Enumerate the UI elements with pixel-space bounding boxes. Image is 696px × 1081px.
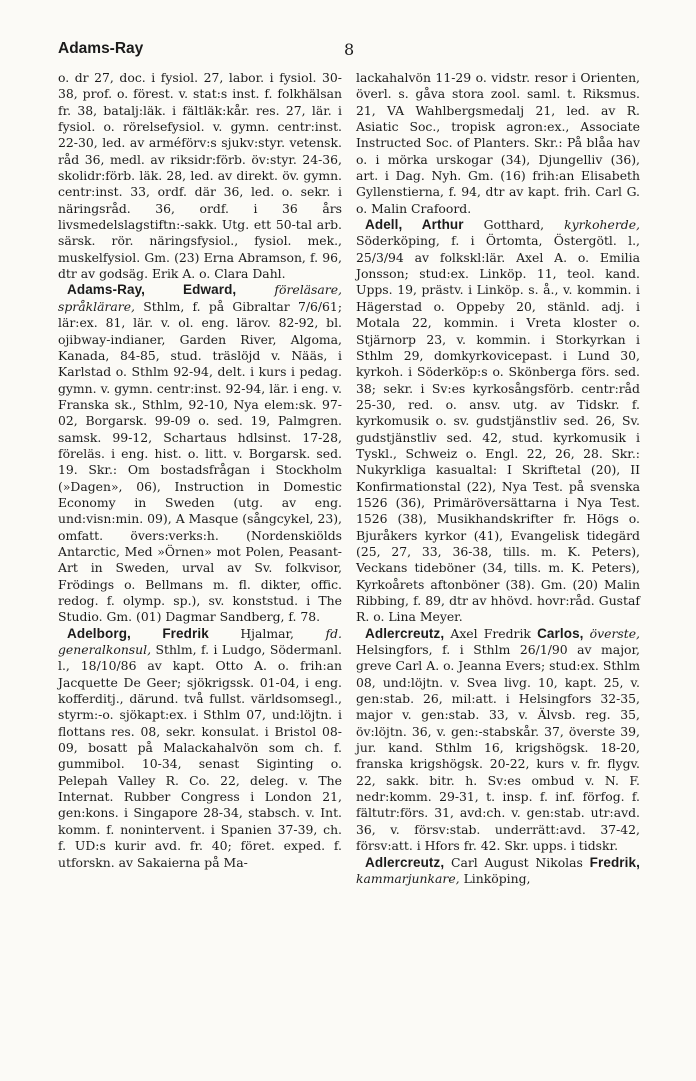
left-column (58, 70, 342, 887)
entry-occupation: föreläsare, språklärare, (58, 282, 342, 314)
entry-occupation: kyrkoherde, (564, 217, 640, 233)
entry-adell (356, 217, 640, 626)
entry-adlercreutz-axel (356, 626, 640, 855)
entry-text: Söderköping, f. i Örtomta, Östergötl. l., 25/3/94 av folkskl:lär. Axel A. o. Emilia Jonsson; stud:ex. Linköp. 11, teol. kand. Upps. 19, prästv. i Linköp. s. å., v. kommin. i Hägerstad o. Oppeby 20, stänld. adj. i Motala 22, kommin. i Vreta kloster o. Stjärnorp 23, v. kommin. i Storkyrkan i Sthlm 29, domkyrkovicepast. i Lund 30, kyrkoh. i Söderköp:s o. Skönberga förs. sed. 38; sekr. i Sv:es kyrkosångsförb. centr:råd 25-30, red. o. ansv. utg. av Tidskr. f. kyrkomusik o. sv. gudstjänstliv sed. 26, Sv. gudstjänstliv sed. 42, stud. kyrkomusik i Tyskl., Schweiz o. Engl. 22, 26, 28. Skr.: Nukyrkliga kasualtal: I Skriftetal (20), II Konfirmationstal (22), Nya Test. på svenska 1526 (36), Primäröversättarna i Nya Test. 1526 (38), Musikhandskrifter fr. Högs o. Bjuråkers kyrkor (41), Evangelisk tidegärd (25, 27, 33, 36-38, tills. m. K. Peters), Veckans tideböner (34, tills. m. K. Peters), Kyrkoårets aftonböner (38). Gm. (20) Malin Ribbing, f. 89, dtr av hhövd. hovr:råd. Gustaf R. o. Lina Meyer. (356, 233, 640, 625)
entry-adlercreutz-carl (356, 855, 640, 888)
entry-given-names: Carl August Nikolas (450, 854, 583, 870)
entry-continuation: o. dr 27, doc. i fysiol. 27, labor. i fysiol. 30-38, prof. o. förest. v. stat:s inst. f. folkhälsan fr. 38, batalj:läk. i fältläk:kår. res. 27, lär. i fysiol. o. rörelsefysiol. v. gymn. centr:inst. 22-30, led. av arméförv:s sjukv:styr. vetensk. råd 36, medl. av riksidr:förb. öv:styr. 24-36, skolidr:förb. läk. 28, led. av direkt. öv. gymn. centr:inst. 33, ordf. där 36, led. o. sekr. i näringsråd. 36, ordf. i 36 års livsmedelslagstiftn:-sakk. Utg. ett 50-tal arb. särsk. rör. näringsfysiol., fysiol. mek., muskelfysiol. Gm. (23) Erna Abramson, f. 96, dtr av godsäg. Erik A. o. Clara Dahl. (58, 70, 342, 282)
entry-headword: Adlercreutz, (365, 854, 445, 870)
entry-headword: Adlercreutz, (365, 625, 445, 641)
entry-headword: Adams-Ray, Edward, (67, 282, 237, 298)
entry-text: Helsingfors, f. i Sthlm 26/1/90 av major, greve Carl A. o. Jeanna Evers; stud:ex. Sthlm 08, und:löjtn. v. Svea livg. 10, kapt. 25, v. gen:stab. 26, mil:att. i Helsingfors 32-35, major v. gen:stab. 33, v. Älvsb. reg. 35, öv:löjtn. 36, v. gen:-stabskår. 37, överste 39, jur. kand. Sthlm 16, krigshögsk. 18-20, franska krigshögsk. 20-22, kurs v. fr. flygv. 22, sakk. bitr. h. Sv:es ombud v. N. F. nedr:komm. 29-31, t. insp. f. inf. förfog. f. fältutr:förs. 31, avd:ch. v. gen:stab. utr:avd. 36, v. försv:stab. underrätt:avd. 37-42, försv:att. i Hfors fr. 42. Skr. upps. i tidskr. (356, 642, 640, 854)
entry-text: Sthlm, f. i Ludgo, Södermanl. l., 18/10/86 av kapt. Otto A. o. frih:an Jacquette De Geer; sjökrigssk. 01-04, i eng. kofferditj., därund. två fullst. världsomsegl., styrm:-o. sjökapt:ex. i Sthlm 07, und:löjtn. i flottans res. 08, sekr. konsulat. i Bristol 08-09, bosatt på Malackahalvön som ch. f. gummibol. 10-34, senast Siginting o. Pelepah Valley R. Co. 22, deleg. v. The Internat. Rubber Congress i London 21, gen:kons. i Singapore 28-34, stabsch. v. Int. komm. f. nonintervent. i Spanien 37-39, ch. f. UD:s kurir avd. fr. 40; föret. exped. f. utforskn. av Sakaierna på Ma- (58, 642, 342, 870)
entry-occupation: kammarjunkare, (356, 870, 460, 886)
entry-text: Linköping, (463, 870, 531, 886)
entry-continuation: lackahalvön 11-29 o. vidstr. resor i Orienten, överl. s. gåva stora zool. saml. t. Riksmus. 21, VA Wahlbergsmedalj 21, led. av R. Asiatic Soc., tropisk agron:ex., Associate Instructed Soc. of Planters. Skr.: På blåa hav o. i mörka urskogar (34), Djungelliv (36), art. i Dag. Nyh. Gm. (16) frih:an Elisabeth Gyllenstierna, f. 94, dtr av kapt. frih. Carl G. o. Malin Crafoord. (356, 70, 640, 216)
entry-given-names: Gotthard, (483, 217, 545, 233)
entry-headword: Adell, Arthur (365, 217, 464, 233)
running-head: Adams-Ray (58, 40, 144, 57)
right-column (356, 70, 640, 887)
text-columns (58, 70, 640, 887)
entry-occupation: fd. generalkonsul, (58, 625, 342, 658)
entry-adams-ray (58, 282, 342, 625)
entry-headword: Adelborg, Fredrik (67, 625, 209, 641)
page-number: 8 (344, 40, 355, 59)
entry-occupation: överste, (589, 625, 640, 641)
entry-adelborg (58, 626, 342, 871)
entry-headword-callname: Carlos, (537, 625, 584, 641)
entry-given-names: Axel Fredrik (450, 625, 531, 641)
entry-text: Sthlm, f. på Gibraltar 7/6/61; lär:ex. 81, lär. v. ol. eng. lärov. 82-92, bl. ojibway-indianer, Garden River, Algoma, Kanada, 84-85, stud. träslöjd v. Nääs, i Karlstad o. Sthlm 92-94, delt. i kurs i pedag. gymn. v. gymn. centr:inst. 92-94, lär. i eng. v. Franska sk., Sthlm, 92-10, Nya elem:sk. 97-02, Borgarsk. 99-09 o. sed. 19, Palmgren. samsk. 99-12, Schartaus hdlsinst. 17-28, föreläs. i eng. hist. o. litt. v. Borgarsk. sed. 19. Skr.: Om bostadsfrågan i Stockholm (»Dagen», 06), Instruction in Domestic Economy in Sweden (utg. av eng. und:visn:min. 09), A Masque (sångcykel, 23), omfatt. övers:verks:h. (Nordenskiölds Antarctic, Med »Örnen» mot Polen, Peasant-Art in Sweden, urval av Sv. folkvisor, Frödings o. Bellmans m. fl. dikter, offic. redog. f. olymp. sp.), sv. konststud. i The Studio. Gm. (01) Dagmar Sandberg, f. 78. (58, 298, 342, 625)
page-header (58, 40, 640, 68)
entry-given-names: Hjalmar, (240, 625, 294, 641)
entry-headword-callname: Fredrik, (589, 854, 640, 870)
